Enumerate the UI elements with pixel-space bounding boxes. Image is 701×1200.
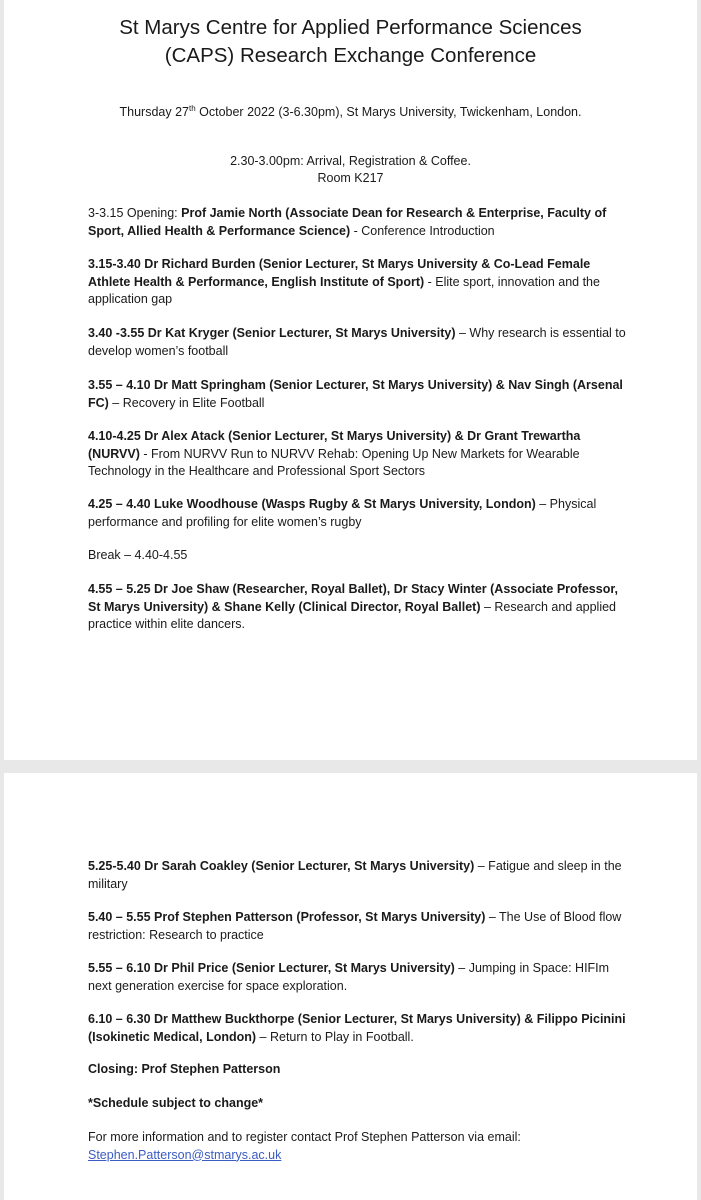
program-item: 4.10-4.25 Dr Alex Atack (Senior Lecturer, St Marys University) & Dr Grant Trewartha (NURVV) - From NURVV Run to NURVV Rehab: Opening Up New Markets for Wearable Technology in the Healthcare and Professional Sport Sectors <box>88 429 581 478</box>
program-item: 5.55 – 6.10 Dr Phil Price (Senior Lecturer, St Marys University) – Jumping in Space: HIFIm next generation exercise for space exploration. <box>88 961 610 993</box>
email-link[interactable]: Stephen.Patterson@stmarys.ac.uk <box>88 1147 282 1162</box>
program-item: 3.40 -3.55 Dr Kat Kryger (Senior Lecturer, St Marys University) – Why research is essential to develop women’s football <box>88 326 626 358</box>
program-item: 3.55 – 4.10 Dr Matt Springham (Senior Lecturer, St Marys University) & Nav Singh (Arsenal FC) – Recovery in Elite Football <box>88 378 623 410</box>
schedule-note: *Schedule subject to change* <box>88 1096 264 1110</box>
program-item: 4.25 – 4.40 Luke Woodhouse (Wasps Rugby & St Marys University, London) – Physical performance and profiling for elite women’s rugby <box>88 497 597 529</box>
program-item: 4.55 – 5.25 Dr Joe Shaw (Researcher, Royal Ballet), Dr Stacy Winter (Associate Professor, St Marys University) & Shane Kelly (Clinical Director, Royal Ballet) – Research and applied practice within elite dancers. <box>88 582 618 631</box>
program-item: 5.25-5.40 Dr Sarah Coakley (Senior Lecturer, St Marys University) – Fatigue and sleep in the military <box>88 859 622 891</box>
arrival-info: 2.30-3.00pm: Arrival, Registration & Coffee. Room K217 <box>230 154 471 185</box>
program-item: 5.40 – 5.55 Prof Stephen Patterson (Professor, St Marys University) – The Use of Blood flow restriction: Research to practice <box>88 910 622 942</box>
document-page-2 <box>4 773 697 1200</box>
program-item: 6.10 – 6.30 Dr Matthew Buckthorpe (Senior Lecturer, St Marys University) & Filippo Picinini (Isokinetic Medical, London) – Return to Play in Football. <box>88 1012 626 1044</box>
program-item: 3-3.15 Opening: Prof Jamie North (Associate Dean for Research & Enterprise, Faculty of Sport, Allied Health & Performance Science) - Conference Introduction <box>88 206 607 238</box>
event-date: Thursday 27th October 2022 (3-6.30pm), St Marys University, Twickenham, London. <box>119 104 582 120</box>
program-item: 3.15-3.40 Dr Richard Burden (Senior Lecturer, St Marys University & Co-Lead Female Athlete Health & Performance, English Institute of Sport) - Elite sport, innovation and the application gap <box>88 257 600 306</box>
closing-line: Closing: Prof Stephen Patterson <box>88 1062 281 1076</box>
document-page-1 <box>4 0 697 760</box>
break-item: Break – 4.40-4.55 <box>88 548 188 562</box>
contact-info: For more information and to register contact Prof Stephen Patterson via email: Stephen.Patterson@stmarys.ac.uk <box>88 1130 521 1162</box>
conference-title: St Marys Centre for Applied Performance Sciences (CAPS) Research Exchange Conference <box>119 16 582 67</box>
